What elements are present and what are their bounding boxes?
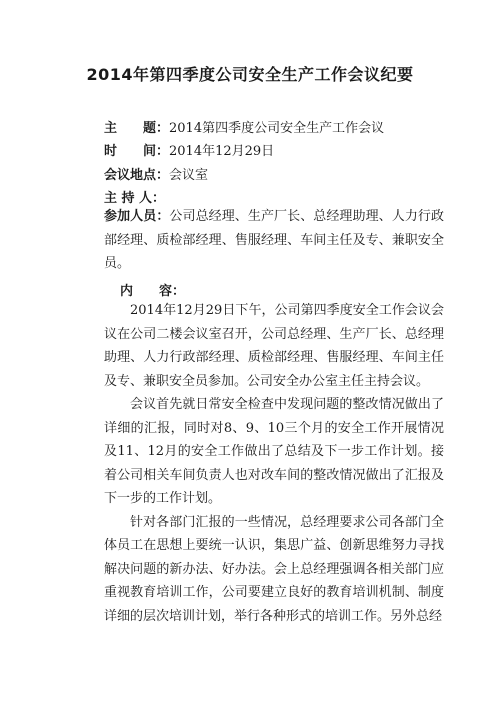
subject-value: 2014第四季度公司安全生产工作会议: [169, 121, 385, 136]
document-title: 2014年第四季度公司安全生产工作会议纪要: [86, 65, 414, 84]
attendees-label: 参加人员：: [104, 209, 170, 224]
time-value: 2014年12月29日: [169, 144, 275, 159]
paragraph-2: 会议首先就日常安全检查中发现问题的整改情况做出了详细的汇报，同时对8、9、10三个月的安全工作开展情况及11、12月的安全工作做出了总结及下一步工作计划。接着公司相关车间负责人也对改车间的整改情况做出了汇报及下一步的工作计划。: [104, 397, 444, 506]
meta-time: [104, 140, 274, 159]
content-body: [104, 299, 444, 628]
content-label: 内 容：: [120, 284, 186, 299]
meta-host: [104, 187, 165, 206]
paragraph-1: 2014年12月29日下午，公司第四季度安全工作会议会议在公司二楼会议室召开，公司总经理、生产厂长、总经理助理、人力行政部经理、质检部经理、售服经理、车间主任及专、兼职安全员参加。公司安全办公室主任主持会议。: [104, 303, 444, 389]
meta-attendees: [104, 205, 444, 276]
time-label: 时 间：: [104, 144, 170, 159]
location-value: 会议室: [169, 168, 209, 183]
meta-subject: [104, 117, 384, 136]
host-label: 主 持 人：: [104, 191, 166, 206]
paragraph-3: 针对各部门汇报的一些情况，总经理要求公司各部门全体员工在思想上要统一认识，集思广益、创新思维努力寻找解决问题的新办法、好办法。会上总经理强调各相关部门应重视教育培训工作，公司要建立良好的教育培训机制、制度详细的层次培训计划，举行各种形式的培训工作。另外总经: [104, 514, 444, 624]
attendees-value: 公司总经理、生产厂长、总经理助理、人力行政部经理、质检部经理、售服经理、车间主任及专、兼职安全员。: [104, 209, 444, 271]
meta-location: [104, 164, 208, 183]
subject-label: 主 题：: [104, 121, 170, 136]
location-label: 会议地点：: [104, 168, 170, 183]
